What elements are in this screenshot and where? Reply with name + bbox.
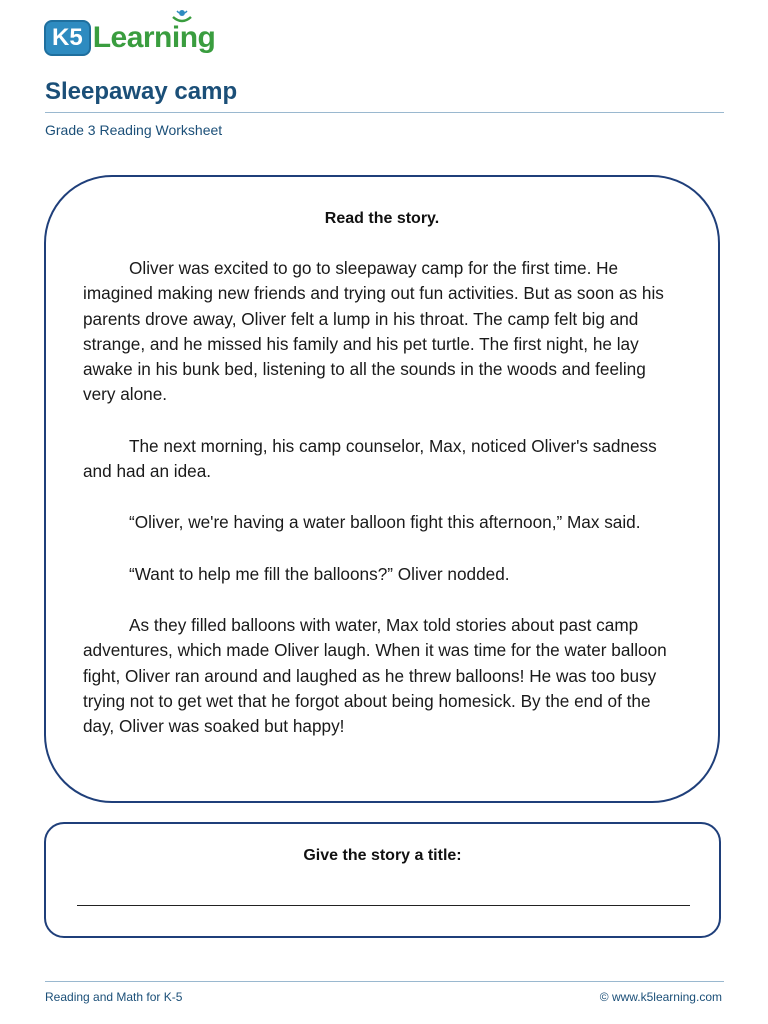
story-paragraph: The next morning, his camp counselor, Max, noticed Oliver's sadness and had an idea. [83,435,657,482]
k5-learning-logo [44,14,215,62]
logo-k5-badge: K5 [44,20,91,56]
story-paragraph: “Oliver, we're having a water balloon fight this afternoon,” Max said. [129,512,641,533]
story-panel [44,175,720,803]
reading-figure-icon [171,9,193,25]
story-text [83,256,683,765]
story-instruction: Read the story. [324,210,440,227]
answer-line[interactable] [77,905,690,906]
title-question-panel [44,822,721,938]
story-paragraph: As they filled balloons with water, Max told stories about past camp adventures, which made Oliver laugh. When it was time for the water balloon fight, Oliver ran around and laughed as he threw balloons! He was too busy trying not to get wet that he forgot about being homesick. By the end of the day, Oliver was soaked but happy! [83,614,667,737]
logo-wordmark [93,21,216,55]
worksheet-subtitle: Grade 3 Reading Worksheet [45,122,223,138]
footer-website: © www.k5learning.com [599,990,722,1004]
title-question-prompt: Give the story a title: [303,847,462,864]
logo-word-text: Learning [92,21,216,54]
header-divider [45,112,724,113]
footer-divider [45,981,724,982]
story-paragraph: Oliver was excited to go to sleepaway camp for the first time. He imagined making new friends and trying out fun activities. But as soon as his parents drove away, Oliver felt a lump in his throat. The camp felt big and strange, and he missed his family and his pet turtle. The first night, he lay awake in his bunk bed, listening to all the sounds in the woods and feeling very alone. [83,258,664,405]
page-title: Sleepaway camp [45,78,238,105]
story-paragraph: “Want to help me fill the balloons?” Oliver nodded. [129,563,510,584]
footer-tagline: Reading and Math for K-5 [45,990,183,1004]
